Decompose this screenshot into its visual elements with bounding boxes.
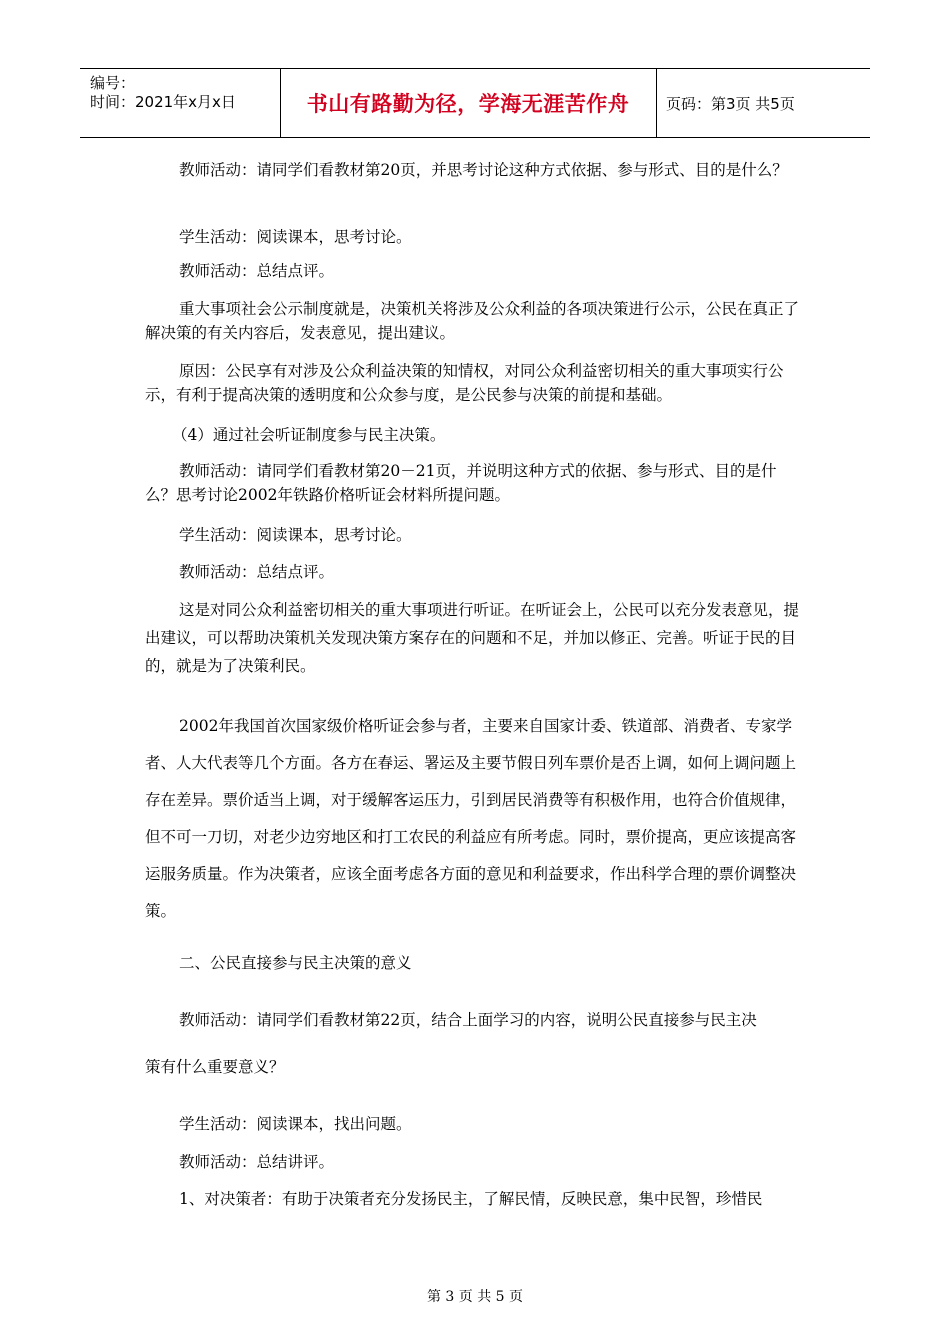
paragraph: 1、对决策者：有助于决策者充分发扬民主，了解民情，反映民意，集中民智，珍惜民 xyxy=(179,1190,763,1208)
header-meta-cell xyxy=(80,69,281,137)
paragraph: 教师活动：总结点评。 xyxy=(179,563,335,581)
paragraph: 重大事项社会公示制度就是，决策机关将涉及公众利益的各项决策进行公示，公民在真正了解决策的有关内容后，发表意见，提出建议。 xyxy=(145,300,800,342)
paragraph: 教师活动：请同学们看教材第20－21页，并说明这种方式的依据、参与形式、目的是什么？思考讨论2002年铁路价格听证会材料所提问题。 xyxy=(145,462,777,504)
section-heading-2: 二、公民直接参与民主决策的意义 xyxy=(179,954,412,972)
header-page-cell xyxy=(666,69,870,137)
paragraph: 学生活动：阅读课本，思考讨论。 xyxy=(179,228,412,246)
paragraph: 教师活动：请同学们看教材第22页，结合上面学习的内容，说明公民直接参与民主决 xyxy=(179,1011,757,1029)
section-heading-4: （4）通过社会听证制度参与民主决策。 xyxy=(172,426,446,444)
paragraph: 教师活动：总结点评。 xyxy=(179,262,335,280)
footer-page-text: 第 3 页 共 5 页 xyxy=(426,1289,524,1305)
paragraph: 学生活动：阅读课本，找出问题。 xyxy=(179,1115,412,1133)
number-label: 编号： xyxy=(90,74,136,92)
paragraph: 2002年我国首次国家级价格听证会参与者，主要来自国家计委、铁道部、消费者、专家学者、人大代表等几个方面。各方在春运、署运及主要节假日列车票价是否上调，如何上调问题上存在差异。票价适当上调，对于缓解客运压力，引到居民消费等有积极作用，也符合价值规律，但不可一刀切，对老少边穷地区和打工农民的利益应有所考虑。同时，票价提高，更应该提高客运服务质量。作为决策者，应该全面考虑各方面的意见和利益要求，作出科学合理的票价调整决策。 xyxy=(145,717,797,920)
motto-text: 书山有路勤为径，学海无涯苦作舟 xyxy=(306,92,630,116)
page-footer xyxy=(0,1286,950,1306)
page-info: 页码：第3页 共5页 xyxy=(666,94,795,113)
paragraph: 原因：公民享有对涉及公众利益决策的知情权，对同公众利益密切相关的重大事项实行公示，有利于提高决策的透明度和公众参与度，是公民参与决策的前提和基础。 xyxy=(145,362,784,404)
time-label: 时间：2021年x月x日 xyxy=(90,93,236,111)
paragraph: 这是对同公众利益密切相关的重大事项进行听证。在听证会上，公民可以充分发表意见，提出建议，可以帮助决策机关发现决策方案存在的问题和不足，并加以修正、完善。听证于民的目的，就是为了决策利民。 xyxy=(145,601,800,675)
header-motto-cell xyxy=(280,69,657,137)
paragraph: 学生活动：阅读课本，思考讨论。 xyxy=(179,526,412,544)
paragraph: 教师活动：请同学们看教材第20页，并思考讨论这种方式依据、参与形式、目的是什么？ xyxy=(179,161,788,179)
paragraph: 教师活动：总结讲评。 xyxy=(179,1153,335,1171)
paragraph-continuation: 策有什么重要意义？ xyxy=(145,1058,285,1076)
page-header xyxy=(80,68,870,138)
